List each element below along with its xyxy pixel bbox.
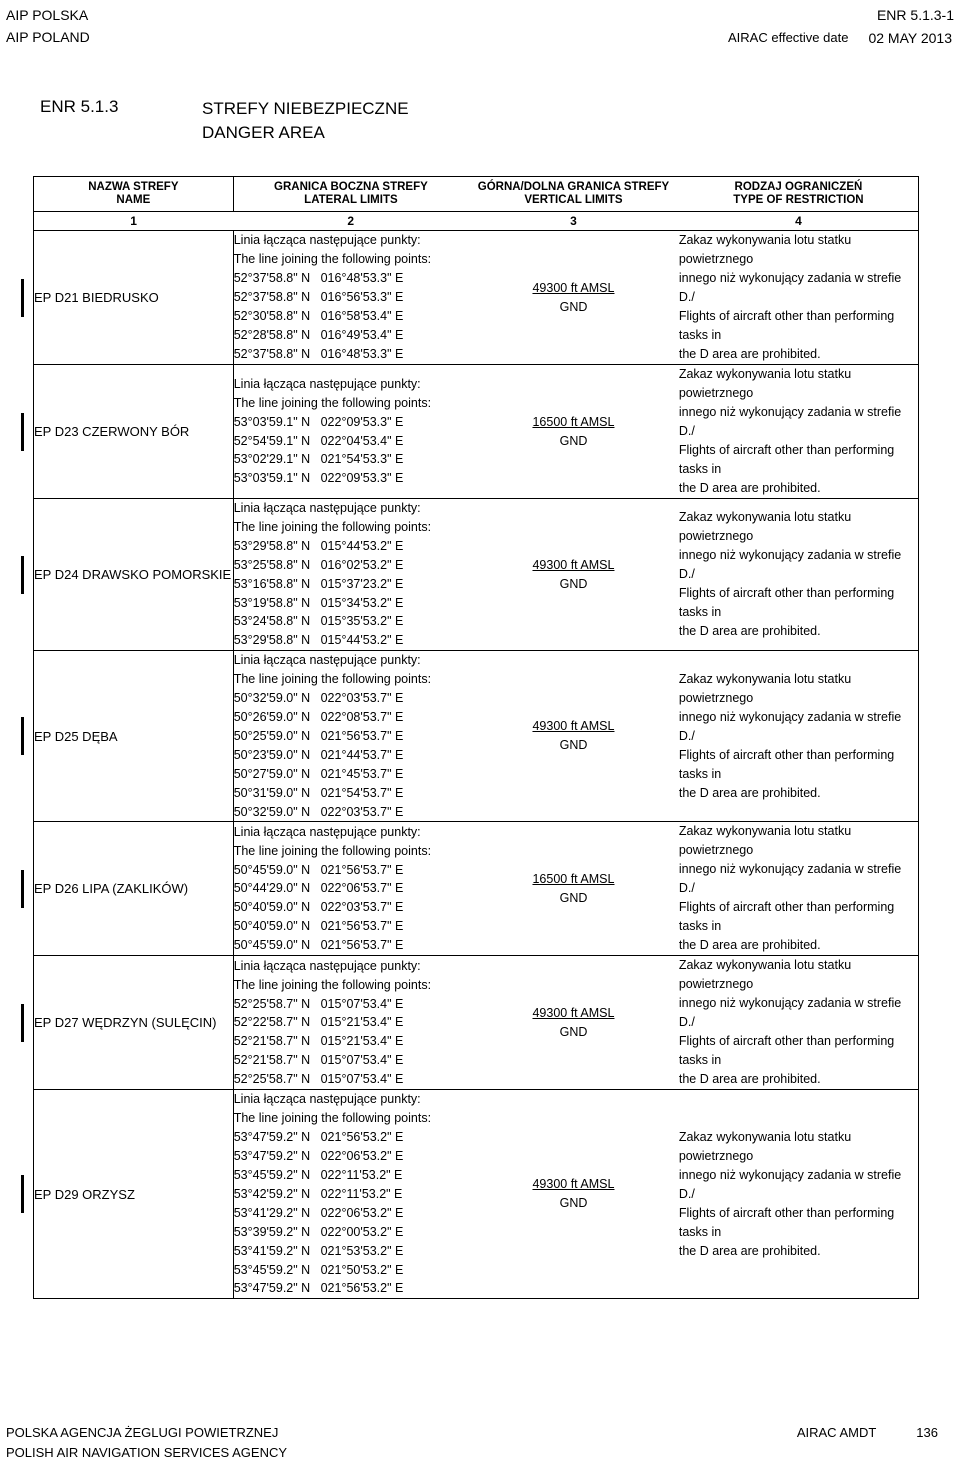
coordinate-point: 53°41'29.2" N 022°06'53.2" E	[233, 1205, 404, 1220]
footer-agency	[6, 1423, 287, 1463]
lateral-intro-en: The line joining the following points:	[233, 672, 432, 687]
lateral-intro-pl: Linia łącząca następujące punkty:	[233, 376, 421, 391]
restriction-line: the D area are prohibited.	[678, 1072, 821, 1087]
zone-name: EP D25 DĘBA	[34, 728, 118, 744]
restriction-line: Flights of aircraft other than performing tasks in	[678, 900, 895, 934]
restriction-line: Zakaz wykonywania lotu statku powietrznego	[678, 510, 852, 544]
restriction-line: Flights of aircraft other than performing tasks in	[678, 309, 895, 342]
zone-name: EP D27 WĘDRZYN (SULĘCIN)	[34, 1015, 217, 1031]
lateral-intro-en: The line joining the following points:	[233, 252, 432, 267]
vertical-limits-cell	[468, 499, 679, 651]
coordinate-point: 50°40'59.0" N 021°56'53.7" E	[233, 919, 404, 934]
restriction-line: innego niż wykonujący zadania w strefie D./	[678, 1167, 902, 1201]
restriction-line: the D area are prohibited.	[678, 481, 821, 495]
lateral-intro-en: The line joining the following points:	[233, 1111, 432, 1126]
coordinate-point: 50°32'59.0" N 022°03'53.7" E	[233, 804, 404, 819]
coordinate-point: 52°22'58.7" N 015°21'53.4" E	[233, 1015, 404, 1030]
lateral-limits-cell	[233, 499, 468, 651]
restriction-cell	[679, 822, 919, 956]
restriction-line: Flights of aircraft other than performing tasks in	[678, 586, 895, 620]
lower-limit: GND	[559, 576, 588, 591]
zone-name: EP D24 DRAWSKO POMORSKIE	[34, 567, 232, 583]
coordinate-point: 53°45'59.2" N 021°50'53.2" E	[233, 1262, 404, 1277]
header-lateral: GRANICA BOCZNA STREFY LATERAL LIMITS	[233, 177, 468, 212]
coordinate-point: 53°29'58.8" N 015°44'53.2" E	[233, 538, 404, 553]
coordinate-point: 52°21'58.7" N 015°07'53.4" E	[233, 1053, 404, 1068]
lateral-limits-cell	[233, 956, 468, 1090]
column-number: 1	[34, 212, 234, 231]
restriction-line: innego niż wykonujący zadania w strefie D./	[678, 548, 902, 582]
change-bar	[21, 1004, 24, 1042]
coordinate-point: 50°32'59.0" N 022°03'53.7" E	[233, 691, 404, 706]
restriction-line: Zakaz wykonywania lotu statku powietrznego	[678, 233, 852, 266]
footer-agency-pl: POLSKA AGENCJA ŻEGLUGI POWIETRZNEJ	[6, 1425, 279, 1440]
danger-area-table	[33, 176, 919, 1299]
restriction-line: innego niż wykonujący zadania w strefie D./	[678, 709, 902, 743]
table-body	[34, 231, 919, 1299]
lateral-limits-cell	[233, 651, 468, 822]
table-header-row	[34, 177, 919, 212]
restriction-line: Flights of aircraft other than performing tasks in	[678, 1034, 895, 1068]
coordinate-point: 53°03'59.1" N 022°09'53.3" E	[233, 471, 404, 486]
restriction-line: Zakaz wykonywania lotu statku powietrznego	[678, 1129, 852, 1163]
coordinate-point: 52°21'58.7" N 015°21'53.4" E	[233, 1034, 404, 1049]
coordinate-point: 52°25'58.7" N 015°07'53.4" E	[233, 1072, 404, 1087]
column-number-row	[34, 212, 919, 231]
column-number: 2	[233, 212, 468, 231]
restriction-line: the D area are prohibited.	[678, 624, 821, 639]
restriction-line: Zakaz wykonywania lotu statku powietrznego	[678, 671, 852, 705]
coordinate-point: 53°47'59.2" N 021°56'53.2" E	[233, 1130, 404, 1145]
zone-name: EP D23 CZERWONY BÓR	[34, 424, 190, 439]
section-title-pl: STREFY NIEBEZPIECZNE	[202, 99, 409, 118]
coordinate-point: 52°25'58.7" N 015°07'53.4" E	[233, 996, 404, 1011]
restriction-line: innego niż wykonujący zadania w strefie D./	[678, 996, 902, 1030]
restriction-line: innego niż wykonujący zadania w strefie D./	[678, 405, 902, 438]
coordinate-point: 53°03'59.1" N 022°09'53.3" E	[233, 414, 404, 429]
coordinate-point: 53°16'58.8" N 015°37'23.2" E	[233, 576, 404, 591]
lateral-intro-pl: Linia łącząca następujące punkty:	[233, 1092, 421, 1107]
coordinate-point: 52°30'58.8" N 016°58'53.4" E	[233, 308, 404, 323]
airac-date: 02 MAY 2013	[868, 30, 952, 46]
zone-name-cell	[34, 651, 234, 822]
coordinate-point: 50°27'59.0" N 021°45'53.7" E	[233, 766, 404, 781]
coordinate-point: 53°02'29.1" N 021°54'53.3" E	[233, 452, 404, 467]
section-number: ENR 5.1.3	[40, 97, 119, 116]
lower-limit: GND	[559, 738, 588, 753]
vertical-limits-cell	[468, 651, 679, 822]
vertical-limits-cell	[468, 1090, 679, 1299]
vertical-limits-cell	[468, 231, 679, 365]
header-aip-poland: AIP POLAND	[6, 29, 90, 45]
lateral-intro-pl: Linia łącząca następujące punkty:	[233, 501, 421, 515]
coordinate-point: 50°40'59.0" N 022°03'53.7" E	[233, 900, 404, 915]
lateral-intro-en: The line joining the following points:	[233, 519, 432, 534]
change-bar	[21, 279, 24, 317]
coordinate-point: 52°37'58.8" N 016°48'53.3" E	[233, 346, 404, 361]
lateral-limits-cell	[233, 1090, 468, 1299]
footer-agency-en: POLISH AIR NAVIGATION SERVICES AGENCY	[6, 1445, 288, 1460]
zone-name: EP D29 ORZYSZ	[34, 1186, 135, 1202]
coordinate-point: 50°25'59.0" N 021°56'53.7" E	[233, 728, 404, 743]
header-name: NAZWA STREFY NAME	[34, 177, 234, 212]
zone-name-cell	[34, 1090, 234, 1299]
coordinate-point: 53°45'59.2" N 022°11'53.2" E	[233, 1168, 403, 1183]
coordinate-point: 50°26'59.0" N 022°08'53.7" E	[233, 709, 404, 724]
coordinate-point: 53°47'59.2" N 021°56'53.2" E	[233, 1281, 404, 1296]
header-restriction: RODZAJ OGRANICZEŃ TYPE OF RESTRICTION	[679, 177, 919, 212]
lower-limit: GND	[559, 1024, 588, 1039]
restriction-line: Flights of aircraft other than performing tasks in	[678, 747, 895, 781]
coordinate-point: 53°29'58.8" N 015°44'53.2" E	[233, 633, 404, 648]
coordinate-point: 53°24'58.8" N 015°35'53.2" E	[233, 614, 404, 629]
zone-name-cell	[34, 231, 234, 365]
upper-limit: 49300 ft AMSL	[532, 1005, 615, 1020]
restriction-line: the D area are prohibited.	[678, 1243, 821, 1258]
restriction-line: the D area are prohibited.	[678, 347, 821, 361]
lateral-intro-en: The line joining the following points:	[233, 977, 432, 992]
zone-name-cell	[34, 956, 234, 1090]
coordinate-point: 53°47'59.2" N 022°06'53.2" E	[233, 1149, 404, 1164]
change-bar	[21, 717, 24, 755]
coordinate-point: 52°37'58.8" N 016°48'53.3" E	[233, 271, 404, 286]
restriction-line: innego niż wykonujący zadania w strefie D./	[678, 862, 902, 896]
table-row	[34, 956, 919, 1090]
lateral-intro-en: The line joining the following points:	[233, 843, 432, 858]
lower-limit: GND	[559, 1196, 588, 1211]
lateral-limits-cell	[233, 822, 468, 956]
zone-name: EP D26 LIPA (ZAKLIKÓW)	[34, 881, 189, 897]
airac-effective	[728, 30, 952, 46]
coordinate-point: 52°54'59.1" N 022°04'53.4" E	[233, 433, 404, 448]
table-row	[34, 499, 919, 651]
coordinate-point: 53°39'59.2" N 022°00'53.2" E	[233, 1224, 404, 1239]
change-bar	[21, 413, 24, 451]
restriction-cell	[679, 1090, 919, 1299]
table-row	[34, 822, 919, 956]
restriction-line: Zakaz wykonywania lotu statku powietrznego	[678, 367, 852, 400]
header-vertical: GÓRNA/DOLNA GRANICA STREFY VERTICAL LIMITS	[468, 177, 679, 212]
section-title	[202, 97, 409, 145]
coordinate-point: 52°28'58.8" N 016°49'53.4" E	[233, 327, 404, 342]
zone-name-cell	[34, 822, 234, 956]
coordinate-point: 50°45'59.0" N 021°56'53.7" E	[233, 938, 404, 953]
table-row	[34, 651, 919, 822]
coordinate-point: 53°19'58.8" N 015°34'53.2" E	[233, 595, 404, 610]
zone-name: EP D21 BIEDRUSKO	[34, 290, 159, 305]
footer-amdt-label: AIRAC AMDT	[796, 1425, 877, 1440]
restriction-cell	[679, 499, 919, 651]
lateral-intro-pl: Linia łącząca następujące punkty:	[233, 653, 421, 668]
coordinate-point: 50°44'29.0" N 022°06'53.7" E	[233, 881, 404, 896]
page-reference: ENR 5.1.3-1	[876, 7, 954, 23]
upper-limit: 49300 ft AMSL	[532, 719, 615, 734]
lower-limit: GND	[559, 299, 588, 314]
airac-label: AIRAC effective date	[728, 30, 849, 45]
header-aip-polska: AIP POLSKA	[6, 7, 89, 23]
coordinate-point: 50°45'59.0" N 021°56'53.7" E	[233, 862, 404, 877]
restriction-line: the D area are prohibited.	[678, 785, 821, 800]
table-row	[34, 365, 919, 499]
lateral-intro-en: The line joining the following points:	[233, 395, 432, 410]
lateral-intro-pl: Linia łącząca następujące punkty:	[233, 824, 421, 839]
restriction-cell	[679, 651, 919, 822]
lower-limit: GND	[559, 433, 588, 448]
coordinate-point: 50°31'59.0" N 021°54'53.7" E	[233, 785, 404, 800]
upper-limit: 16500 ft AMSL	[532, 871, 615, 886]
coordinate-point: 53°42'59.2" N 022°11'53.2" E	[233, 1186, 403, 1201]
restriction-line: innego niż wykonujący zadania w strefie D./	[678, 271, 902, 304]
vertical-limits-cell	[468, 956, 679, 1090]
footer-amendment	[797, 1425, 938, 1440]
restriction-cell	[679, 956, 919, 1090]
lateral-limits-cell	[233, 231, 468, 365]
restriction-line: Flights of aircraft other than performing tasks in	[678, 443, 895, 476]
upper-limit: 49300 ft AMSL	[532, 280, 615, 295]
coordinate-point: 53°41'59.2" N 021°53'53.2" E	[233, 1243, 404, 1258]
zone-name-cell	[34, 499, 234, 651]
change-bar	[21, 870, 24, 908]
restriction-line: the D area are prohibited.	[678, 938, 821, 953]
upper-limit: 16500 ft AMSL	[532, 414, 615, 429]
restriction-line: Flights of aircraft other than performing tasks in	[678, 1205, 895, 1239]
zone-name-cell	[34, 365, 234, 499]
table-row	[34, 231, 919, 365]
vertical-limits-cell	[468, 365, 679, 499]
coordinate-point: 52°37'58.8" N 016°56'53.3" E	[233, 290, 404, 305]
lateral-intro-pl: Linia łącząca następujące punkty:	[233, 233, 421, 248]
lateral-limits-cell	[233, 365, 468, 499]
header-left	[6, 4, 90, 48]
restriction-cell	[679, 231, 919, 365]
lower-limit: GND	[559, 890, 588, 905]
restriction-line: Zakaz wykonywania lotu statku powietrznego	[678, 958, 852, 992]
change-bar	[21, 556, 24, 594]
footer-amdt-number: 136	[916, 1425, 938, 1440]
coordinate-point: 50°23'59.0" N 021°44'53.7" E	[233, 747, 404, 762]
restriction-cell	[679, 365, 919, 499]
restriction-line: Zakaz wykonywania lotu statku powietrznego	[678, 824, 852, 858]
section-title-en: DANGER AREA	[202, 123, 325, 142]
column-number: 3	[468, 212, 679, 231]
lateral-intro-pl: Linia łącząca następujące punkty:	[233, 958, 421, 973]
table-row	[34, 1090, 919, 1299]
vertical-limits-cell	[468, 822, 679, 956]
upper-limit: 49300 ft AMSL	[532, 557, 615, 572]
column-number: 4	[679, 212, 919, 231]
upper-limit: 49300 ft AMSL	[532, 1177, 615, 1192]
change-bar	[21, 1175, 24, 1213]
coordinate-point: 53°25'58.8" N 016°02'53.2" E	[233, 557, 404, 572]
